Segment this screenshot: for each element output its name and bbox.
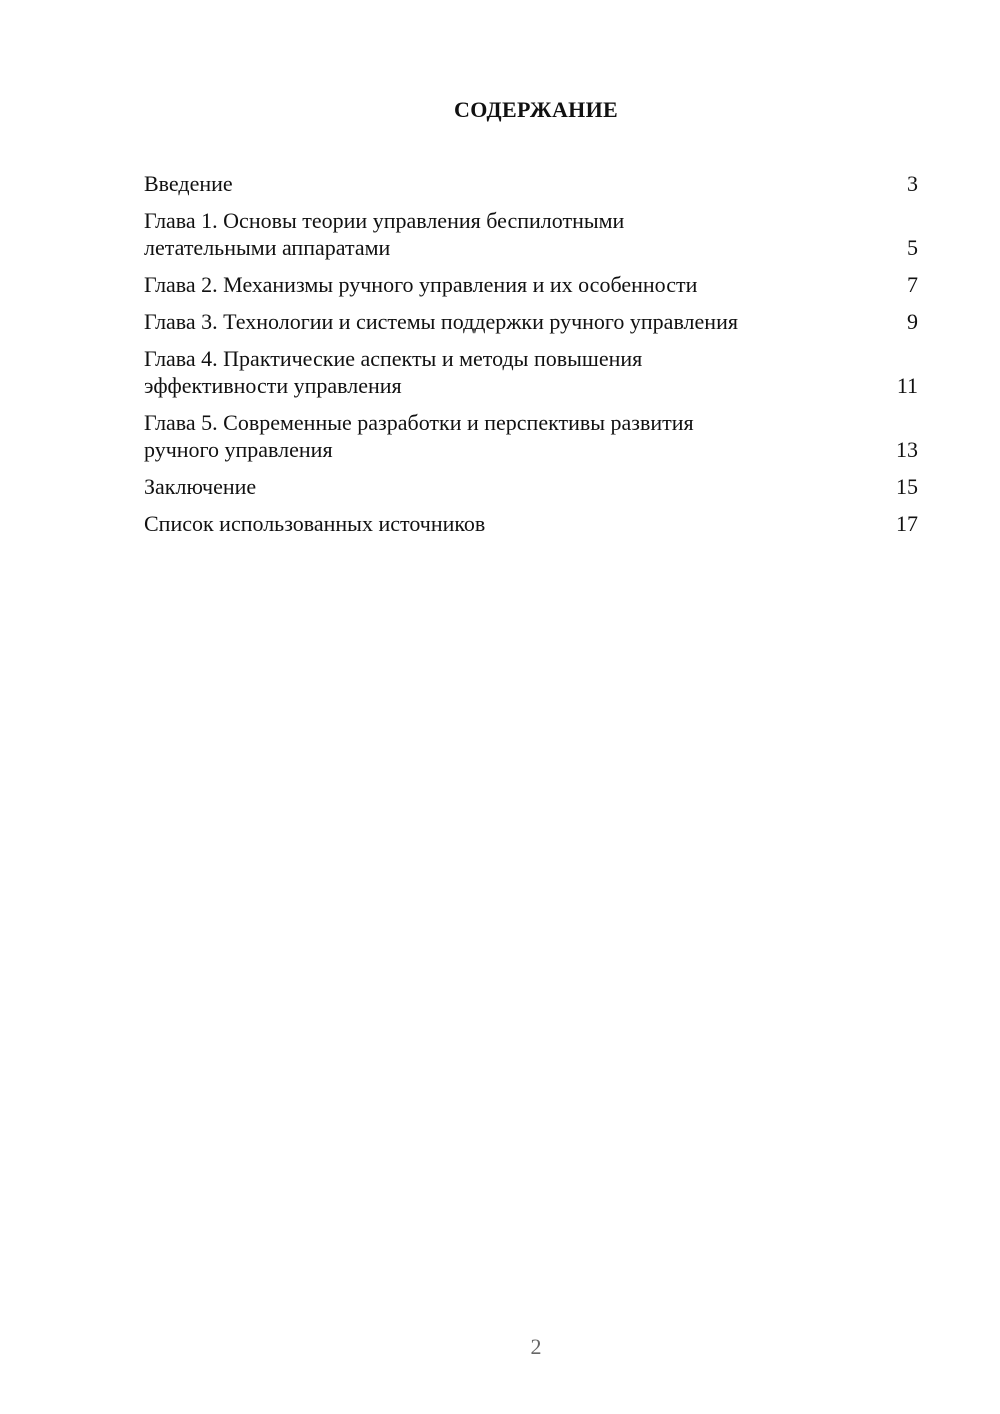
toc-item-line: ручного управления [144, 437, 333, 462]
toc-item-text [144, 170, 233, 197]
toc-item-line: Глава 4. Практические аспекты и методы повышения [144, 346, 643, 371]
toc-item-page: 15 [896, 474, 918, 499]
toc-item-chapter-4 [144, 345, 918, 399]
toc-item-page: 11 [896, 373, 918, 398]
toc-item-introduction [144, 170, 918, 197]
toc-item-chapter-1 [144, 207, 918, 261]
toc-item-line: Заключение [144, 474, 257, 499]
toc-item-text [144, 345, 642, 399]
toc-item-page: 13 [896, 437, 918, 462]
toc-item-chapter-2 [144, 271, 918, 298]
toc-item-page: 3 [907, 171, 918, 196]
toc-item-text [144, 308, 738, 335]
toc-item-line: Глава 2. Механизмы ручного управления и их особенности [144, 272, 698, 297]
toc-item-text [144, 409, 694, 463]
toc-item-page: 7 [907, 272, 918, 297]
toc-item-line: Список использованных источников [144, 511, 486, 536]
toc-item-text [144, 271, 697, 298]
toc-item-line: Введение [144, 171, 233, 196]
page-number: 2 [530, 1334, 542, 1359]
toc-item-chapter-3 [144, 308, 918, 335]
toc-item-line: Глава 3. Технологии и системы поддержки ручного управления [144, 309, 738, 334]
table-of-contents [144, 170, 918, 547]
toc-title: СОДЕРЖАНИЕ [454, 97, 618, 122]
toc-item-line: летательными аппаратами [144, 235, 391, 260]
toc-item-page: 17 [896, 511, 918, 536]
toc-item-line: эффективности управления [144, 373, 402, 398]
toc-item-chapter-5 [144, 409, 918, 463]
toc-item-text [144, 510, 485, 537]
toc-item-references [144, 510, 918, 537]
toc-item-conclusion [144, 473, 918, 500]
toc-item-line: Глава 5. Современные разработки и перспективы развития [144, 410, 694, 435]
toc-item-page: 9 [907, 309, 918, 334]
toc-item-text [144, 207, 624, 261]
toc-item-text [144, 473, 256, 500]
toc-item-line: Глава 1. Основы теории управления беспилотными [144, 208, 625, 233]
toc-item-page: 5 [907, 235, 918, 260]
